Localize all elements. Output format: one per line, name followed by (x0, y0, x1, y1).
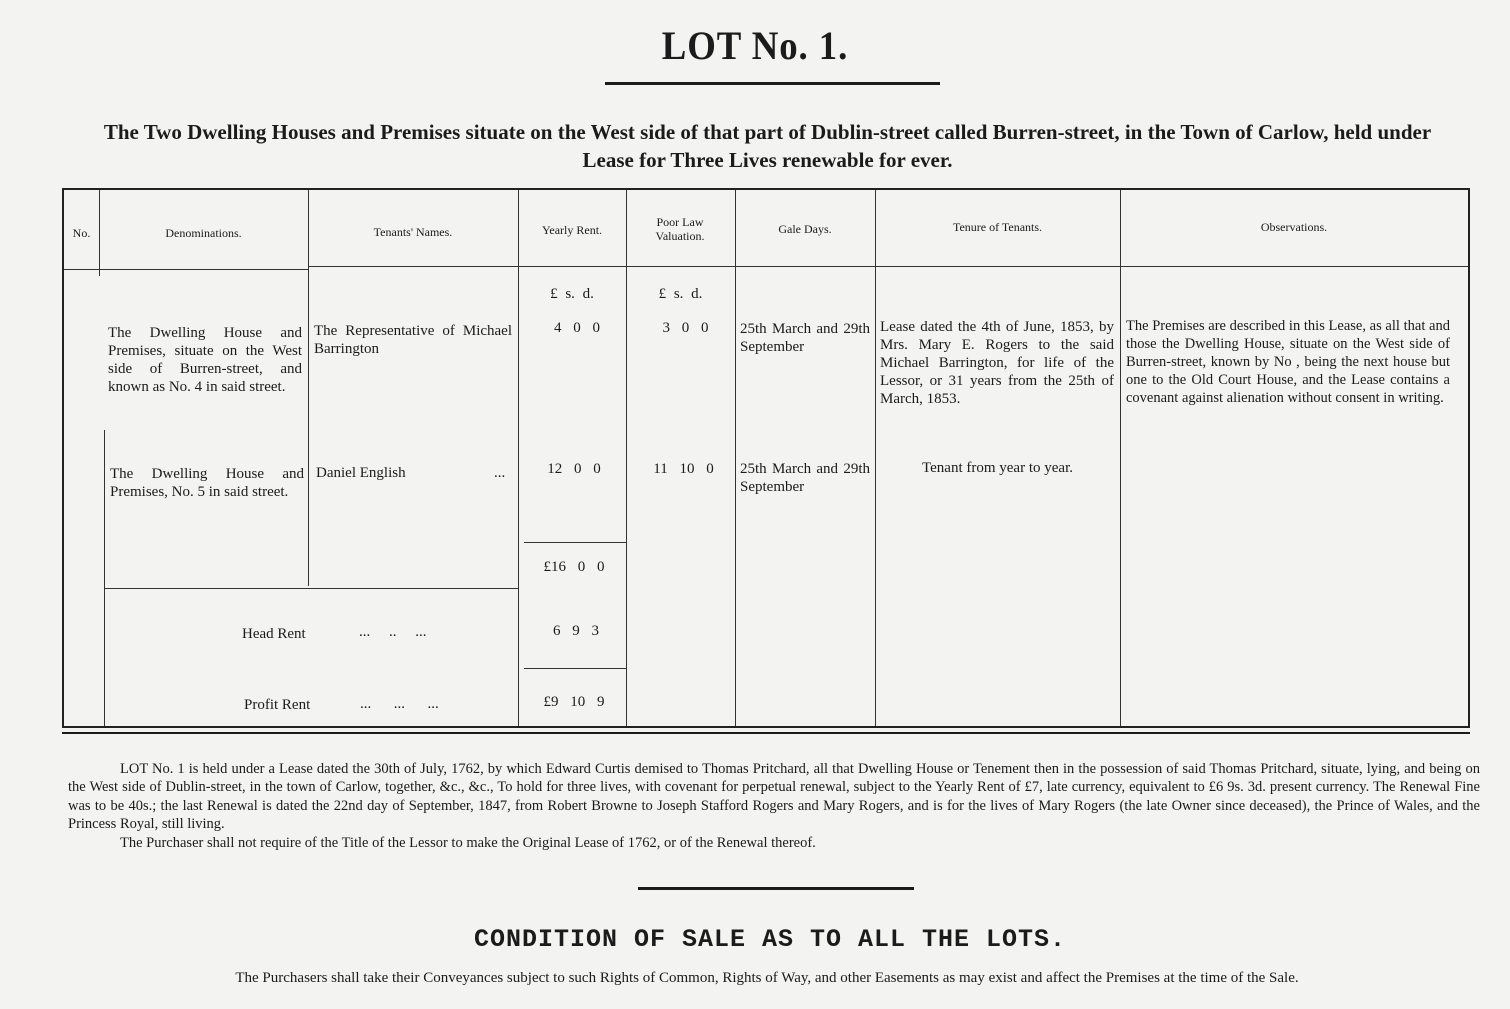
col-rule (875, 190, 876, 726)
denomination-1: The Dwelling House and Premises, situate on the West side of Burren-street, and known as No. 4 in said street. (108, 325, 302, 395)
rent-units: £ s. d. (550, 286, 594, 302)
valuation-units: £ s. d. (658, 286, 703, 302)
lot-heading: The Two Dwelling Houses and Premises situate on the West side of that part of Dublin-street called Burren-street, in the Town of Carlow, held under Lease for Three Lives renewable for ever. (103, 120, 1432, 172)
section-rule (638, 887, 914, 890)
tenant-2: Daniel English (316, 465, 406, 481)
head-rent-dots: ... .. ... (359, 624, 427, 640)
yearly-rent-2: 12 0 0 (547, 461, 601, 477)
poor-law-2: 11 10 0 (653, 461, 714, 477)
subtotal-rule (104, 588, 518, 589)
gale-days-1: 25th March and 29th September (740, 321, 870, 355)
header-denominations: Denominations. (165, 226, 242, 240)
condition-text: The Purchasers shall take their Conveyances subject to such Rights of Common, Rights of Way, and other Easements as may exist and affect the Premises at the time of the Sale. (235, 970, 1299, 986)
profit-rent-label: Profit Rent (244, 697, 311, 713)
col-rule (735, 190, 736, 726)
lease-note-1: LOT No. 1 is held under a Lease dated the 30th of July, 1762, by which Edward Curtis demised to Thomas Pritchard, all that Dwelling House or Tenement then in the possession of said Thomas Pritchard, situate, lying, and being on the West side of Dublin-street, in the town of Carlow, together, &c., &c., To hold for three lives, with covenant for perpetual renewal, subject to the Yearly Rent of £7, late currency, equivalent to £6 9s. 3d. present currency. The Renewal Fine was to be 40s.; the last Renewal is dated the 22nd day of September, 1847, from Robert Browne to Joseph Stafford Rogers and Mary Rogers, and is for the lives of Mary Rogers (the late Owner since deceased), the Prince of Wales, and the Princess Royal, still living. (68, 761, 1480, 833)
tenure-1: Lease dated the 4th of June, 1853, by Mrs. Mary E. Rogers to the said Michael Barrington, for life of the Lessor, or 31 years from the 25th of March, 1853. (880, 319, 1114, 407)
table-bottom-rule (62, 732, 1470, 734)
condition-title: CONDITION OF SALE AS TO ALL THE LOTS. (473, 925, 1067, 954)
schedule-table (62, 188, 1470, 728)
header-tenants: Tenants' Names. (373, 225, 453, 239)
col-rule (1120, 190, 1121, 726)
head-rent-value: 6 9 3 (553, 623, 599, 639)
header-observations: Observations. (1260, 220, 1328, 234)
poor-law-1: 3 0 0 (662, 320, 709, 336)
profit-rent-value: £9 10 9 (543, 694, 605, 710)
col-rule (308, 190, 309, 586)
col-rule (626, 190, 627, 726)
gale-days-2: 25th March and 29th September (740, 461, 870, 495)
total-rule (524, 542, 626, 543)
observations: The Premises are described in this Lease, as all that and those the Dwelling House, situate on the West side of Burren-street, known by No , being the next house but one to the Old Court House, and the Lease contains a covenant against alienation without consent in writing. (1126, 318, 1450, 406)
header-poor-law: Poor Law Valuation. (655, 215, 705, 243)
denomination-2: The Dwelling House and Premises, No. 5 in said street. (110, 466, 304, 500)
col-rule (518, 190, 519, 726)
header-gale-days: Gale Days. (778, 222, 832, 236)
header-rule (308, 266, 1468, 267)
lot-title: LOT No. 1. (661, 23, 849, 68)
yearly-rent-1: 4 0 0 (554, 320, 600, 336)
total-rent: £16 0 0 (543, 559, 605, 575)
col-rule (104, 430, 105, 726)
tenant-1: The Representative of Michael Barrington (314, 323, 512, 357)
header-rule (64, 269, 308, 270)
lease-note-2: The Purchaser shall not require of the Title of the Lessor to make the Original Lease of 1762, or of the Renewal thereof. (120, 834, 816, 851)
tenant-2-dots: ... (494, 465, 506, 481)
profit-rent-dots: ... ... ... (360, 696, 439, 712)
header-no: No. (72, 226, 91, 240)
header-tenure: Tenure of Tenants. (952, 220, 1043, 234)
lease-notes (68, 760, 1480, 852)
tenure-2: Tenant from year to year. (922, 460, 1073, 476)
header-yearly-rent: Yearly Rent. (541, 223, 603, 237)
head-rent-label: Head Rent (242, 626, 306, 642)
title-rule (605, 82, 940, 85)
profit-rule (524, 668, 626, 669)
